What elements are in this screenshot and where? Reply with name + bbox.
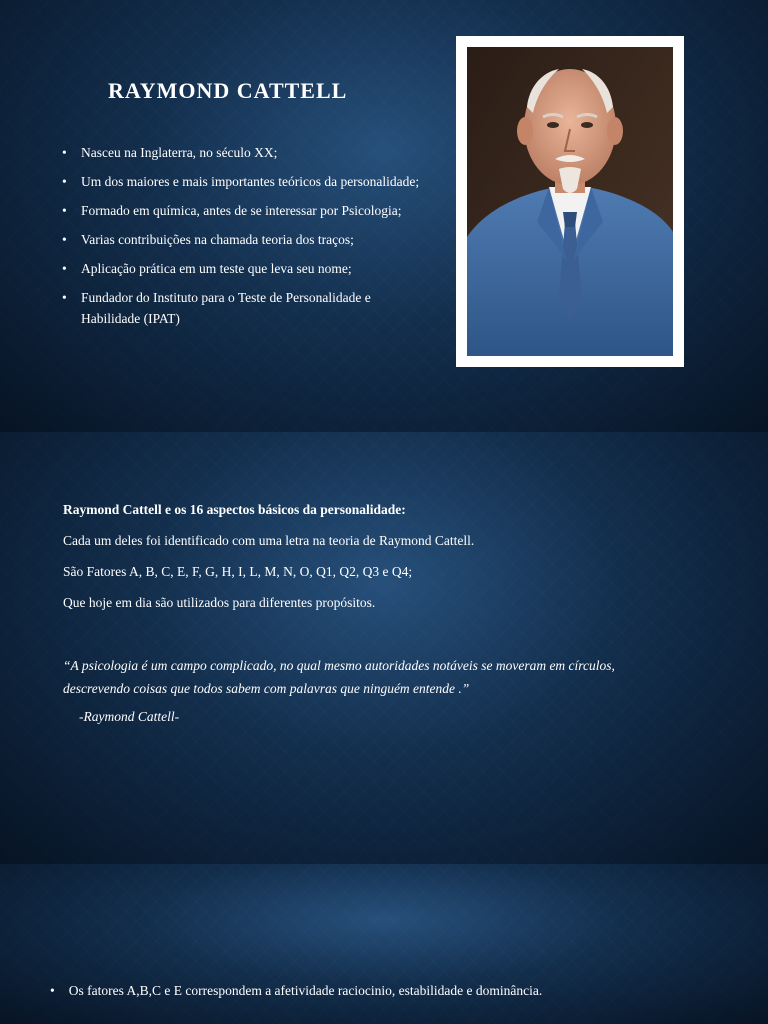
- slide-title: RAYMOND CATTELL: [108, 78, 348, 103]
- quote-text: “A psicologia é um campo complicado, no qual mesmo autoridades notáveis se moveram em círculos, descrevendo coisas que todos sabem com palavras que ninguém entende .”: [63, 658, 615, 696]
- bullet-text: Os fatores A,B,C e E correspondem a afetividade raciocinio, estabilidade e dominância.: [68, 983, 543, 998]
- body-text-line: Cada um deles foi identificado com uma letra na teoria de Raymond Cattell.: [63, 533, 475, 548]
- portrait-photo: [467, 47, 673, 356]
- bullet-list: [62, 142, 422, 337]
- section-heading: Raymond Cattell e os 16 aspectos básicos da personalidade:: [63, 502, 406, 517]
- photo-frame: [456, 36, 684, 367]
- list-item: • Varias contribuições na chamada teoria dos traços;: [62, 229, 422, 250]
- slide-2: [0, 432, 768, 864]
- list-item: • Formado em química, antes de se interessar por Psicologia;: [62, 200, 422, 221]
- list-item: • Nasceu na Inglaterra, no século XX;: [62, 142, 422, 163]
- slide-3: [0, 864, 768, 1024]
- list-item: • Aplicação prática em um teste que leva seu nome;: [62, 258, 422, 279]
- body-text-line: Que hoje em dia são utilizados para diferentes propósitos.: [63, 595, 376, 610]
- list-item: [50, 983, 542, 999]
- quote-author: -Raymond Cattell-: [79, 709, 180, 724]
- list-item: • Fundador do Instituto para o Teste de Personalidade e Habilidade (IPAT): [62, 287, 422, 329]
- body-text-line: São Fatores A, B, C, E, F, G, H, I, L, M, N, O, Q1, Q2, Q3 e Q4;: [63, 564, 413, 579]
- slide-1: [0, 0, 768, 432]
- list-item: • Um dos maiores e mais importantes teóricos da personalidade;: [62, 171, 422, 192]
- bullet-marker: •: [50, 983, 55, 998]
